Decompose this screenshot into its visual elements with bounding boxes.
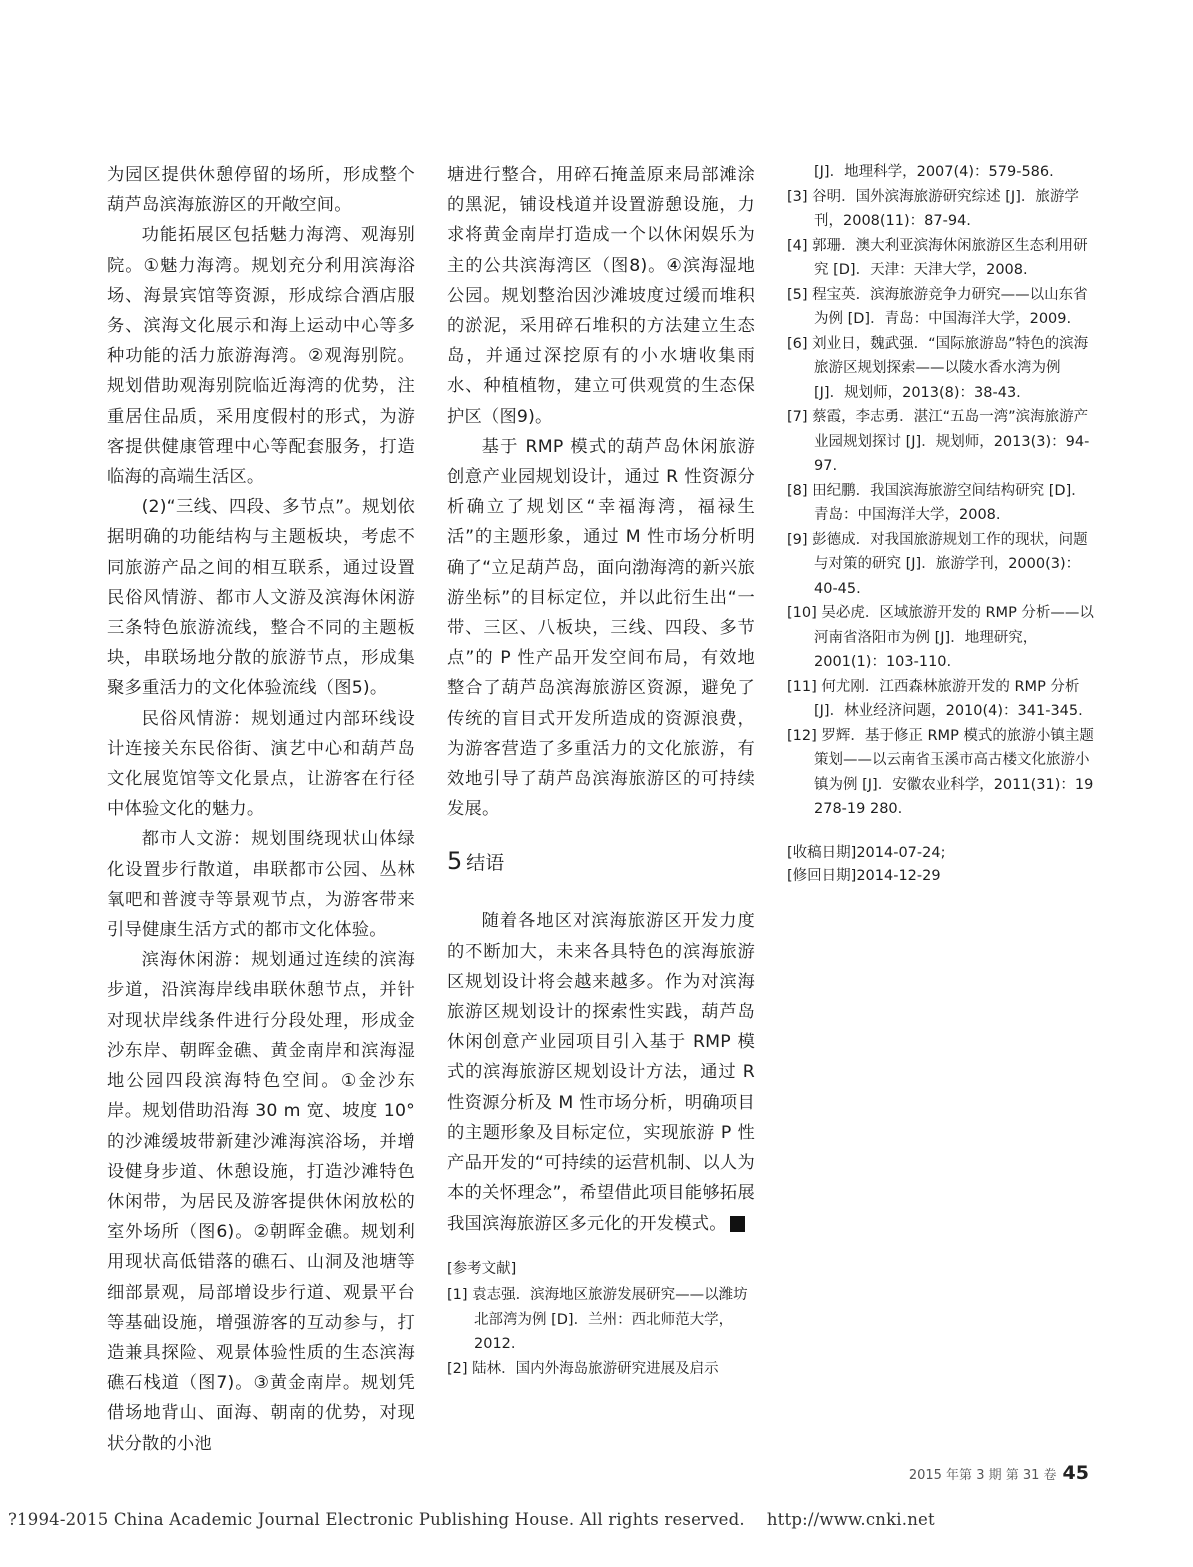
reference-item	[787, 528, 1095, 602]
paragraph: 为园区提供休憩停留的场所，形成整个葫芦岛滨海旅游区的开敞空间。	[107, 165, 415, 216]
reference-text: 袁志强．滨海地区旅游发展研究——以潍坊北部湾为例 [D]．兰州：西北师范大学，2012.	[472, 1287, 748, 1353]
references	[447, 1257, 755, 1382]
reference-continuation	[787, 160, 1095, 185]
conclusion-paragraph	[447, 906, 773, 1238]
reference-text: 吴必虎．区域旅游开发的 RMP 分析——以河南省洛阳市为例 [J]．地理研究，2001(1)：103-110.	[814, 605, 1094, 670]
reference-text: 谷明．国外滨海旅游研究综述 [J]．旅游学刊，2008(11)：87-94.	[812, 188, 1079, 229]
reference-text: 田纪鹏．我国滨海旅游空间结构研究 [D]．青岛：中国海洋大学，2008.	[812, 482, 1086, 523]
reference-number: [2]	[447, 1360, 468, 1377]
reference-number: [4]	[787, 237, 808, 254]
copyright-line	[8, 1510, 1188, 1529]
issue-footer	[909, 1462, 1089, 1484]
reference-text: 蔡霞，李志勇．湛江“五岛一湾”滨海旅游产业园规划探讨 [J]．规划师，2013(3)：94-97.	[812, 409, 1090, 474]
paragraph: 滨海休闲游：规划通过连续的滨海步道，沿滨海岸线串联休憩节点，并针对现状岸线条件进行分段处理，形成金沙东岸、朝晖金礁、黄金南岸和滨海湿地公园四段滨海特色空间。①金沙东岸。规划借助沿海 30 m 宽、坡度 10°的沙滩缓坡带新建沙滩海滨浴场，并增设健身步道、休憩设施，打造沙滩特色休闲带，为居民及游客提供休闲放松的室外场所（图6)。②朝晖金礁。规划利用现状高低错落的礁石、山洞及池塘等细部景观，局部增设步行道、观景平台等基础设施，增强游客的互动参与，打造兼具探险、观景体验性质的生态滨海礁石栈道（图7)。③黄金南岸。规划凭借场地背山、面海、朝南的优势，对现状分散的小池	[107, 950, 415, 1454]
column-3	[787, 160, 1095, 888]
reference-item	[787, 283, 1095, 332]
reference-number: [7]	[787, 409, 808, 425]
copyright-text: ?1994-2015 China Academic Journal Electronic Publishing House. All rights reserved.	[8, 1510, 745, 1529]
revised-date: [修回日期]2014-12-29	[787, 867, 941, 884]
column-1	[107, 160, 415, 1459]
reference-number: [1]	[447, 1287, 468, 1304]
received-date: [收稿日期]2014-07-24;	[787, 844, 946, 861]
references-title: [参考文献]	[447, 1260, 517, 1277]
section-heading	[447, 846, 755, 878]
article-dates	[787, 842, 1095, 888]
reference-text: 郭珊．澳大利亚滨海休闲旅游区生态利用研究 [D]．天津：天津大学，2008.	[812, 237, 1088, 278]
reference-number: [9]	[787, 531, 808, 548]
reference-number: [3]	[787, 188, 808, 205]
reference-number: [12]	[787, 727, 817, 744]
reference-item	[787, 405, 1095, 479]
reference-item	[447, 1357, 755, 1382]
paragraph: (2)“三线、四段、多节点”。规划依据明确的功能结构与主题板块，考虑不同旅游产品之间的相互联系，通过设置民俗风情游、都市人文游及滨海休闲游三条特色旅游流线，整合不同的主题板块，串联场地分散的旅游节点，形成集聚多重活力的文化体验流线（图5)。	[107, 497, 415, 699]
reference-text: 程宝英．滨海旅游竞争力研究——以山东省为例 [D]．青岛：中国海洋大学，2009.	[812, 286, 1088, 327]
reference-number: [6]	[787, 335, 808, 352]
reference-item	[787, 185, 1095, 234]
reference-item	[787, 601, 1095, 675]
reference-item	[787, 234, 1095, 283]
site-url: http://www.cnki.net	[766, 1510, 935, 1529]
section-title: 结语	[466, 852, 505, 875]
reference-item	[787, 675, 1095, 724]
reference-number: [5]	[787, 286, 808, 303]
section-number: 5	[447, 847, 463, 876]
paragraph: 基于 RMP 模式的葫芦岛休闲旅游创意产业园规划设计，通过 R 性资源分析确立了规划区“幸福海湾，福禄生活”的主题形象，通过 M 性市场分析明确了“立足葫芦岛，面向渤海湾的新兴旅游坐标”的目标定位，并以此衍生出“一带、三区、八板块，三线、四段、多节点”的 P 性产品开发空间布局，有效地整合了葫芦岛滨海旅游区资源，避免了传统的盲目式开发所造成的资源浪费，为游客营造了多重活力的文化旅游，有效地引导了葫芦岛滨海旅游区的可持续发展。	[447, 436, 755, 820]
reference-number: [11]	[787, 678, 817, 695]
reference-item	[447, 1283, 755, 1357]
reference-text: 刘业日，魏武强．“国际旅游岛”特色的滨海旅游区规划探索——以陵水香水湾为例 [J]．规划师，2013(8)：38-43.	[812, 335, 1089, 401]
page-number: 45	[1062, 1462, 1089, 1484]
reference-item	[787, 724, 1095, 822]
paragraph: 塘进行整合，用碎石掩盖原来局部滩涂的黑泥，铺设栈道并设置游憩设施，力求将黄金南岸打造成一个以休闲娱乐为主的公共滨海湾区（图8)。④滨海湿地公园。规划整治因沙滩坡度过缓而堆积的淤泥，采用碎石堆积的方法建立生态岛，并通过深挖原有的小水塘收集雨水、种植植物，建立可供观赏的生态保护区（图9)。	[447, 165, 755, 427]
column-2	[447, 160, 773, 1381]
reference-number: [10]	[787, 605, 817, 621]
reference-text: 罗辉．基于修正 RMP 模式的旅游小镇主题策划——以云南省玉溪市高古楼文化旅游小镇为例 [J]．安徽农业科学，2011(31)：19 278-19 280.	[814, 727, 1094, 817]
reference-text: 何尤刚．江西森林旅游开发的 RMP 分析 [J]．林业经济问题，2010(4)：341-345.	[814, 678, 1083, 719]
reference-number: [8]	[787, 482, 808, 499]
paragraph: 都市人文游：规划围绕现状山体绿化设置步行散道，串联都市公园、丛林氧吧和普渡寺等景观节点，为游客带来引导健康生活方式的都市文化体验。	[107, 829, 415, 941]
reference-item	[787, 332, 1095, 406]
reference-text: 陆林．国内外海岛旅游研究进展及启示	[472, 1360, 719, 1377]
conclusion-text: 随着各地区对滨海旅游区开发力度的不断加大，未来各具特色的滨海旅游区规划设计将会越来越多。作为对滨海旅游区规划设计的探索性实践，葫芦岛休闲创意产业园项目引入基于 RMP 模式的滨海旅游区规划设计方法，通过 R 性资源分析及 M 性市场分析，明确项目的主题形象及目标定位，实现旅游 P 性产品开发的“可持续的运营机制、以人为本的关怀理念”，希望借此项目能够拓展我国滨海旅游区多元化的开发模式。	[447, 911, 755, 1234]
paragraph: 民俗风情游：规划通过内部环线设计连接关东民俗街、演艺中心和葫芦岛文化展览馆等文化景点，让游客在行径中体验文化的魅力。	[107, 708, 415, 820]
reference-item	[787, 479, 1095, 528]
paragraph: 功能拓展区包括魅力海湾、观海别院。①魅力海湾。规划充分利用滨海浴场、海景宾馆等资源，形成综合酒店服务、滨海文化展示和海上运动中心等多种功能的活力旅游海湾。②观海别院。规划借助观海别院临近海湾的优势，注重居住品质，采用度假村的形式，为游客提供健康管理中心等配套服务，打造临海的高端生活区。	[107, 225, 415, 488]
reference-text: [J]．地理科学，2007(4)：579-586.	[814, 164, 1054, 180]
end-mark-icon: P	[730, 1216, 745, 1232]
reference-text: 彭德成．对我国旅游规划工作的现状，问题与对策的研究 [J]．旅游学刊，2000(3)：40-45.	[812, 531, 1088, 597]
issue-info: 2015 年第 3 期 第 31 卷	[908, 1468, 1057, 1483]
